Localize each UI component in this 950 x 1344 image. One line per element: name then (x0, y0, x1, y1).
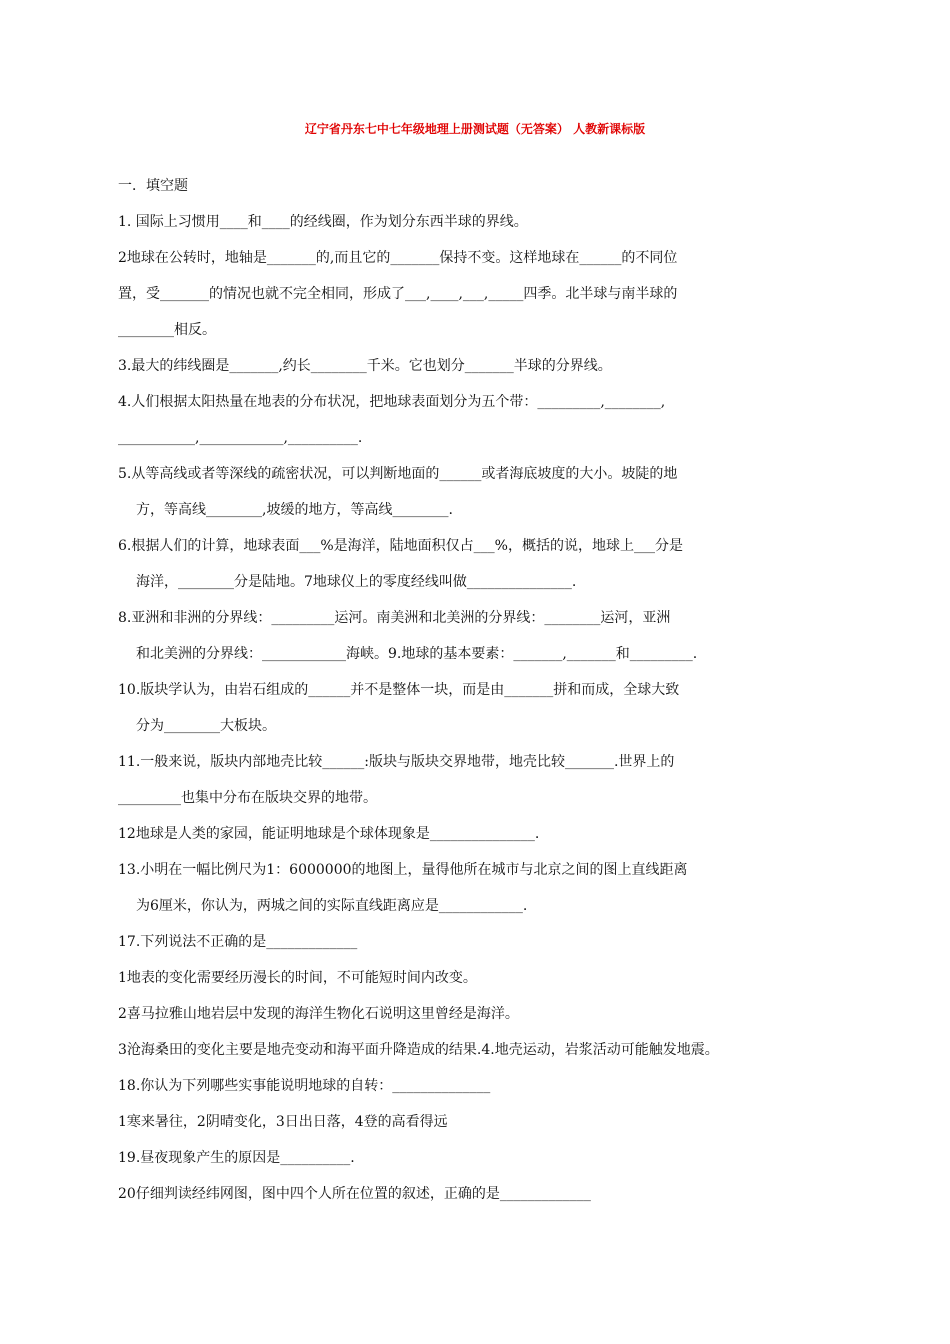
question-line: 分为________大板块。 (136, 718, 276, 734)
question-line: 12地球是人类的家园，能证明地球是个球体现象是_______________. (118, 826, 540, 842)
question-line: ___________,____________,__________. (118, 430, 363, 446)
question-line: _________也集中分布在版块交界的地带。 (118, 790, 377, 806)
document-title: 辽宁省丹东七中七年级地理上册测试题（无答案） 人教新课标版 (304, 122, 646, 136)
question-line: 4.人们根据太阳热量在地表的分布状况，把地球表面划分为五个带：_________,________, (118, 394, 666, 410)
question-line: 置，受_______的情况也就不完全相同，形成了___,____,___,_____四季。北半球与南半球的 (118, 286, 678, 302)
question-line: 17.下列说法不正确的是_____________ (118, 934, 358, 950)
option-line: 2喜马拉雅山地岩层中发现的海洋生物化石说明这里曾经是海洋。 (118, 1006, 519, 1022)
question-line: 为6厘米，你认为，两城之间的实际直线距离应是____________. (136, 898, 528, 914)
question-line: ________相反。 (118, 322, 216, 338)
question-line: 3.最大的纬线圈是_______,约长________千米。它也划分_______半球的分界线。 (118, 358, 612, 374)
question-line: 5.从等高线或者等深线的疏密状况，可以判断地面的______或者海底坡度的大小。坡陡的地 (118, 466, 678, 482)
option-line: 1寒来暑往，2阴晴变化，3日出日落，4登的高看得远 (118, 1114, 448, 1130)
question-line: 1. 国际上习惯用____和____的经线圈，作为划分东西半球的界线。 (118, 214, 528, 230)
question-line: 18.你认为下列哪些实事能说明地球的自转：______________ (118, 1078, 491, 1094)
option-line: 3沧海桑田的变化主要是地壳变动和海平面升降造成的结果.4.地壳运动，岩浆活动可能触发地震。 (118, 1042, 719, 1058)
question-line: 13.小明在一幅比例尺为1：6000000的地图上，量得他所在城市与北京之间的图上直线距离 (118, 862, 688, 878)
question-line: 11.一般来说，版块内部地壳比较______:版块与版块交界地带，地壳比较_______.世界上的 (118, 754, 675, 770)
question-line: 10.版块学认为，由岩石组成的______并不是整体一块，而是由_______拼和而成，全球大致 (118, 682, 680, 698)
option-line: 1地表的变化需要经历漫长的时间，不可能短时间内改变。 (118, 970, 477, 986)
question-line: 和北美洲的分界线：____________海峡。9.地球的基本要素：_______,_______和_________. (136, 646, 698, 662)
question-line: 方，等高线________,坡缓的地方，等高线________. (136, 502, 453, 518)
question-line: 2地球在公转时，地轴是_______的,而且它的_______保持不变。这样地球在______的不同位 (118, 250, 678, 266)
section-heading: 一．填空题 (118, 178, 188, 194)
question-line: 6.根据人们的计算，地球表面___%是海洋，陆地面积仅占___%，概括的说，地球上___分是 (118, 538, 683, 554)
question-line: 8.亚洲和非洲的分界线：_________运河。南美洲和北美洲的分界线：________运河，亚洲 (118, 610, 671, 626)
question-line: 19.昼夜现象产生的原因是__________. (118, 1150, 355, 1166)
question-line: 20仔细判读经纬网图，图中四个人所在位置的叙述，正确的是_____________ (118, 1186, 591, 1202)
question-line: 海洋，________分是陆地。7地球仪上的零度经线叫做_______________. (136, 574, 577, 590)
